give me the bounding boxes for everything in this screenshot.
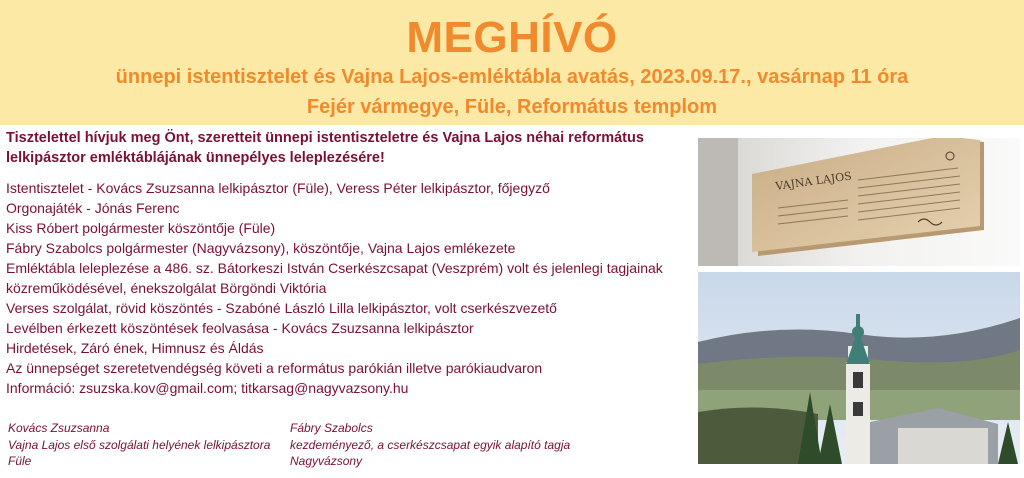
program-item: Emléktábla leleplezése a 486. sz. Bátorkeszi István Cserkészcsapat (Veszprém) volt és jelenlegi tagjainak közreműködésével, énekszolgálat Börgöndi Viktória xyxy=(6,260,663,296)
church-photo xyxy=(698,272,1020,464)
invitation-intro: Tisztelettel hívjuk meg Önt, szeretteit ünnepi istentiszteletre és Vajna Lajos néhai református lelkipásztor emléktáblájának ünnepélyes leleplezésére! xyxy=(6,130,644,166)
program-item: Levélben érkezett köszöntések feolvasása - Kovács Zsuzsanna lelkipásztor xyxy=(6,320,474,336)
program-item: Kiss Róbert polgármester köszöntője (Füle) xyxy=(6,220,276,236)
event-location: Fejér vármegye, Füle, Református templom xyxy=(306,96,718,118)
event-subtitle: ünnepi istentisztelet és Vajna Lajos-emléktábla avatás, 2023.09.17., vasárnap 11 óra xyxy=(115,66,909,88)
program-item: Orgonajáték - Jónás Ferenc xyxy=(6,200,180,216)
invitation-body xyxy=(6,128,696,398)
signature-name: Fábry Szabolcs xyxy=(290,421,373,435)
program-item: Az ünnepséget szeretetvendégség követi a református parókián illetve parókiaudvaron xyxy=(6,360,543,376)
program-item: Istentisztelet - Kovács Zsuzsanna lelkipásztor (Füle), Veress Péter lelkipásztor, főjegyző xyxy=(6,180,550,196)
plaque-inscription: VAJNA LAJOS xyxy=(774,169,853,193)
signature-right xyxy=(290,420,570,470)
signature-role: kezdeményező, a cserkészcsapat egyik alapító tagja xyxy=(290,437,571,452)
program-item: Fábry Szabolcs polgármester (Nagyvázsony), köszöntője, Vajna Lajos emlékezete xyxy=(6,240,516,256)
signature-place: Nagyvázsony xyxy=(290,454,363,468)
program-list xyxy=(6,178,696,398)
signature-name: Kovács Zsuzsanna xyxy=(8,421,110,435)
page-title: MEGHÍVÓ xyxy=(406,13,618,62)
memorial-plaque-photo xyxy=(698,138,1020,266)
signature-place: Füle xyxy=(8,454,32,468)
header-banner xyxy=(0,0,1024,125)
signature-left xyxy=(8,420,270,470)
program-item: Hirdetések, Záró ének, Himnusz és Áldás xyxy=(6,340,264,356)
signature-role: Vajna Lajos első szolgálati helyének lelkipásztora xyxy=(8,437,271,452)
program-item: Verses szolgálat, rövid köszöntés - Szabóné László Lilla lelkipásztor, volt cserkészvezető xyxy=(6,300,557,316)
program-item: Információ: zsuzska.kov@gmail.com; titkarsag@nagyvazsony.hu xyxy=(6,380,409,396)
